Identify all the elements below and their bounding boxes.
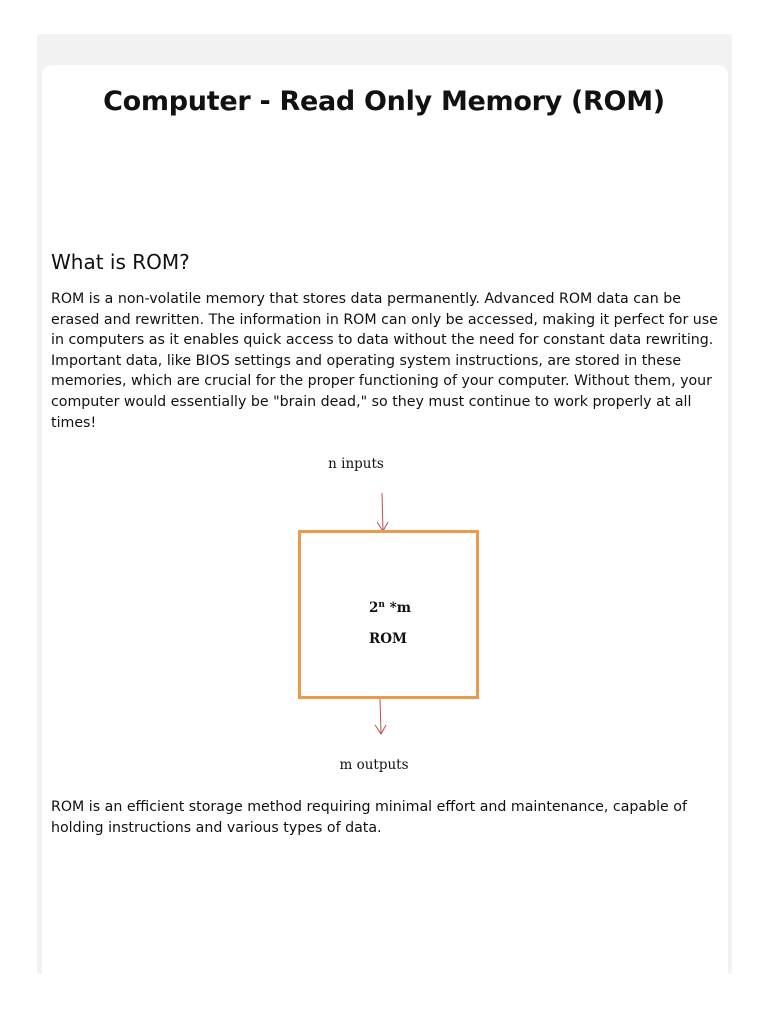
rom-size-label (369, 600, 411, 616)
input-label: n inputs (328, 456, 384, 472)
page-title: Computer - Read Only Memory (ROM) (103, 86, 665, 117)
output-arrow (380, 699, 381, 733)
rom-size-suffix: *m (384, 600, 411, 616)
intro-paragraph: ROM is a non-volatile memory that stores data permanently. Advanced ROM data can be erased and rewritten. The information in ROM can only be accessed, making it perfect for use in computers as it enables quick access to data without the need for constant data rewriting. Important data, like BIOS settings and operating system instructions, are stored in these memories, which are crucial for the proper functioning of your computer. Without them, your computer would essentially be "brain dead," so they must continue to work properly at all times! (51, 291, 718, 431)
section-heading: What is ROM? (51, 250, 190, 274)
output-label: m outputs (339, 757, 409, 773)
rom-diagram (290, 450, 490, 780)
rom-size-exponent: n (378, 600, 385, 610)
summary-paragraph: ROM is an efficient storage method requiring minimal effort and maintenance, capable of holding instructions and various types of data. (51, 799, 687, 836)
input-arrow (382, 493, 383, 531)
rom-block-label: ROM (369, 631, 407, 647)
rom-size-base: 2 (369, 600, 379, 616)
